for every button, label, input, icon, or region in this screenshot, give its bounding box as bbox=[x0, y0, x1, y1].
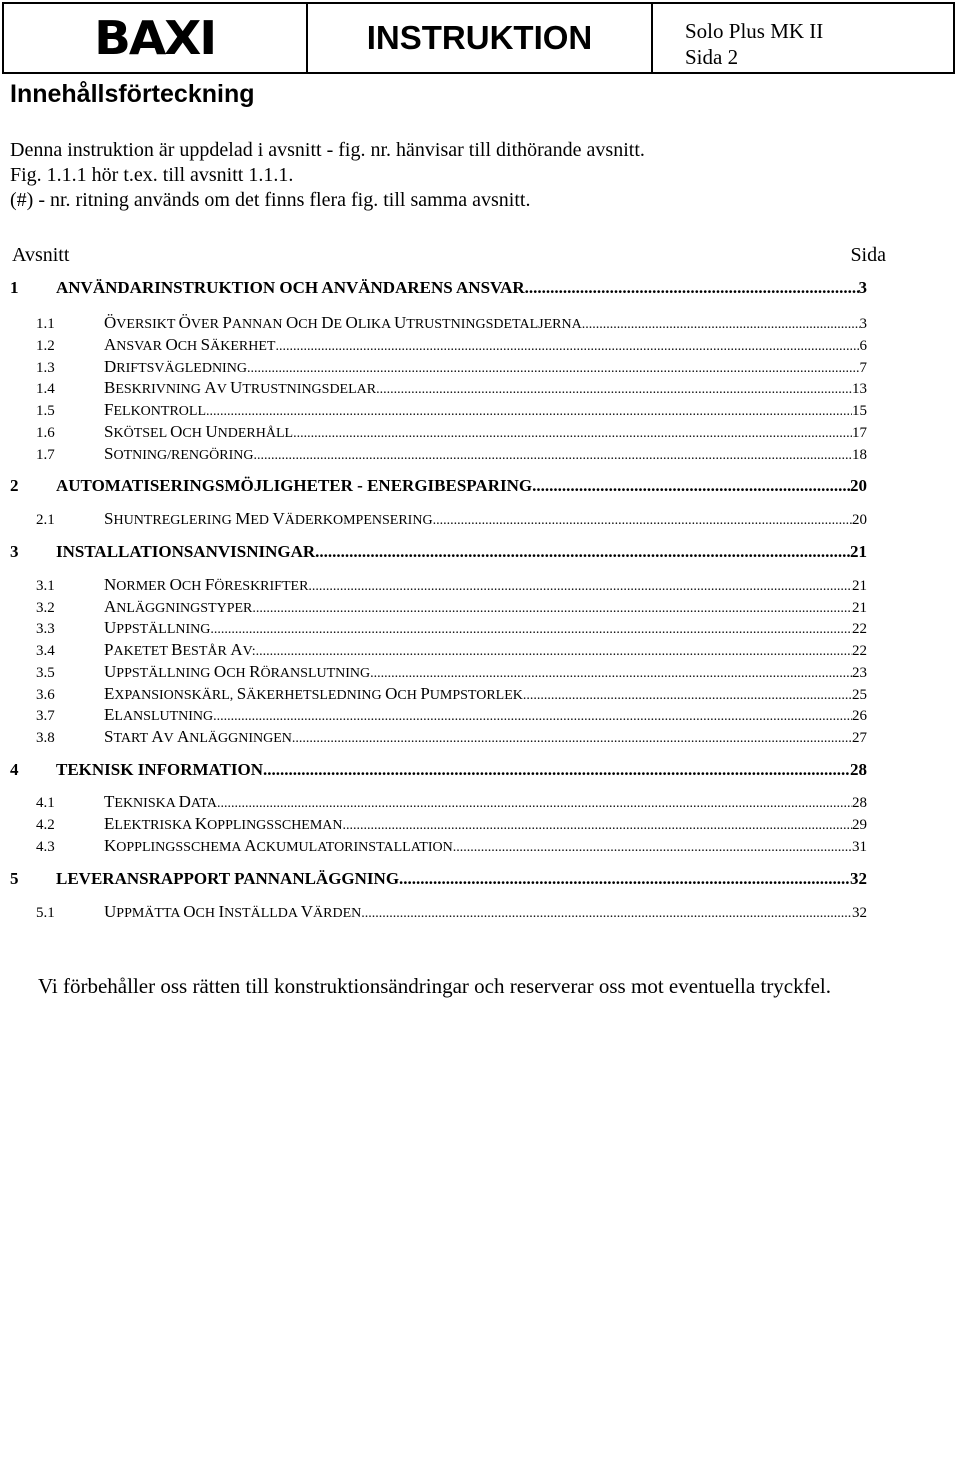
toc-heading: Innehållsförteckning bbox=[10, 80, 255, 108]
toc-entry[interactable] bbox=[10, 476, 867, 496]
toc-entry-number: 4.1 bbox=[36, 795, 55, 811]
toc-entry[interactable] bbox=[36, 313, 867, 333]
title-cell bbox=[308, 4, 653, 72]
toc-entry-title: SOTNING/RENGÖRING bbox=[104, 444, 254, 463]
toc-dot-leader bbox=[370, 666, 852, 682]
toc-entry-number: 1 bbox=[10, 278, 19, 297]
toc-dot-leader bbox=[526, 688, 852, 704]
toc-entry-number: 3.6 bbox=[36, 687, 55, 703]
toc-entry-number: 3.1 bbox=[36, 578, 55, 594]
toc-entry-page: 7 bbox=[859, 360, 867, 376]
toc-entry[interactable] bbox=[36, 705, 867, 725]
toc-entry[interactable] bbox=[10, 278, 867, 298]
toc-entry-page: 27 bbox=[852, 730, 867, 746]
toc-entry-page: 21 bbox=[852, 578, 867, 594]
toc-entry-page: 15 bbox=[852, 403, 867, 419]
toc-entry-number: 3.2 bbox=[36, 600, 55, 616]
toc-dot-leader bbox=[525, 278, 859, 298]
toc-entry[interactable] bbox=[10, 542, 867, 562]
toc-entry-number: 5 bbox=[10, 869, 19, 888]
logo-cell bbox=[4, 4, 308, 72]
toc-entry-page: 6 bbox=[859, 338, 867, 354]
toc-dot-leader bbox=[213, 709, 852, 725]
toc-dot-leader bbox=[433, 513, 852, 529]
toc-entry[interactable] bbox=[36, 400, 867, 420]
toc-entry-number: 3.5 bbox=[36, 665, 55, 681]
toc-entry-page: 22 bbox=[852, 643, 867, 659]
intro-text bbox=[10, 138, 645, 213]
toc-entry-number: 1.3 bbox=[36, 360, 55, 376]
toc-entry[interactable] bbox=[36, 575, 867, 595]
toc-entry-page: 3 bbox=[859, 316, 867, 332]
toc-entry-number: 2.1 bbox=[36, 512, 55, 528]
toc-dot-leader bbox=[456, 840, 852, 856]
toc-entry-number: 3.8 bbox=[36, 730, 55, 746]
toc-entry-title: UPPMÄTTA OCH INSTÄLLDA VÄRDEN bbox=[104, 902, 362, 921]
toc-dot-leader bbox=[206, 404, 852, 420]
toc-entry-title: ANSVAR OCH SÄKERHET bbox=[104, 335, 276, 354]
toc-entry-title: BESKRIVNING AV UTRUSTNINGSDELAR bbox=[104, 378, 377, 397]
toc-entry-title: START AV ANLÄGGNINGEN. bbox=[104, 727, 296, 746]
toc-dot-leader bbox=[263, 760, 850, 780]
meta-cell bbox=[653, 4, 953, 72]
toc-entry-number: 3.4 bbox=[36, 643, 55, 659]
intro-line: (#) - nr. ritning används om det finns flera fig. till samma avsnitt. bbox=[10, 189, 531, 211]
toc-entry-page: 20 bbox=[852, 512, 867, 528]
toc-entry-number: 3 bbox=[10, 542, 19, 561]
toc-dot-leader bbox=[247, 361, 860, 377]
toc-dot-leader bbox=[361, 906, 852, 922]
toc-entry-title: AUTOMATISERINGSMÖJLIGHETER - ENERGIBESPARING. bbox=[56, 476, 537, 495]
intro-line: Denna instruktion är uppdelad i avsnitt - fig. nr. hänvisar till dithörande avsnitt. bbox=[10, 139, 645, 161]
toc-entry-page: 29 bbox=[852, 817, 867, 833]
disclaimer-note: Vi förbehåller oss rätten till konstruktionsändringar och reserverar oss mot eventuella tryckfel. bbox=[38, 974, 831, 998]
toc-dot-leader bbox=[319, 542, 850, 562]
toc-entry-page: 17 bbox=[852, 425, 867, 441]
toc-entry[interactable] bbox=[36, 444, 867, 464]
toc-dot-leader bbox=[295, 731, 852, 747]
toc-entry-title: FELKONTROLL bbox=[104, 400, 207, 419]
toc-entry[interactable] bbox=[36, 618, 867, 638]
toc-entry[interactable] bbox=[36, 640, 867, 660]
toc-dot-leader bbox=[210, 622, 852, 638]
page-column-label: Sida bbox=[850, 244, 886, 266]
toc-entry-number: 5.1 bbox=[36, 905, 55, 921]
toc-entry-number: 4.2 bbox=[36, 817, 55, 833]
document-header bbox=[2, 2, 955, 74]
toc-entry[interactable] bbox=[10, 869, 867, 889]
toc-entry-page: 23 bbox=[852, 665, 867, 681]
toc-dot-leader bbox=[343, 818, 852, 834]
toc-dot-leader bbox=[308, 579, 852, 595]
toc-entry-page: 20 bbox=[850, 476, 867, 495]
toc-entry[interactable] bbox=[36, 814, 867, 834]
toc-entry-number: 1.1 bbox=[36, 316, 55, 332]
toc-dot-leader bbox=[582, 317, 860, 333]
baxi-logo: BAXI bbox=[94, 11, 216, 65]
toc-entry-number: 1.7 bbox=[36, 447, 55, 463]
toc-entry-title: SHUNTREGLERING MED VÄDERKOMPENSERING bbox=[104, 509, 433, 528]
toc-entry-page: 21 bbox=[852, 600, 867, 616]
toc-dot-leader bbox=[293, 426, 852, 442]
toc-entry-page: 18 bbox=[852, 447, 867, 463]
toc-dot-leader bbox=[217, 796, 852, 812]
toc-entry[interactable] bbox=[36, 422, 867, 442]
toc-entry-page: 13 bbox=[852, 381, 867, 397]
toc-dot-leader bbox=[275, 339, 859, 355]
toc-entry-number: 3.3 bbox=[36, 621, 55, 637]
toc-entry[interactable] bbox=[36, 836, 867, 856]
toc-entry[interactable] bbox=[36, 357, 867, 377]
toc-entry-title: EXPANSIONSKÄRL, SÄKERHETSLEDNING OCH PUMPSTORLEK. bbox=[104, 684, 527, 703]
toc-entry-number: 4 bbox=[10, 760, 19, 779]
toc-entry-title: NORMER OCH FÖRESKRIFTER bbox=[104, 575, 309, 594]
toc-entry[interactable] bbox=[36, 335, 867, 355]
toc-entry[interactable] bbox=[10, 760, 867, 780]
toc-entry[interactable] bbox=[36, 902, 867, 922]
toc-dot-leader bbox=[399, 869, 850, 889]
toc-entry-number: 1.2 bbox=[36, 338, 55, 354]
toc-entry-page: 22 bbox=[852, 621, 867, 637]
toc-entry[interactable] bbox=[36, 662, 867, 682]
toc-entry[interactable] bbox=[36, 684, 867, 704]
toc-entry-title: UPPSTÄLLNING bbox=[104, 618, 211, 637]
toc-entry-title: PAKETET BESTÅR AV: bbox=[104, 640, 256, 659]
toc-entry-title: TEKNISKA DATA bbox=[104, 792, 217, 811]
toc-entry-page: 31 bbox=[852, 839, 867, 855]
toc-entry[interactable] bbox=[36, 509, 867, 529]
product-name: Solo Plus MK II bbox=[685, 19, 824, 43]
toc-entry-page: 21 bbox=[850, 542, 867, 561]
toc-dot-leader bbox=[253, 448, 852, 464]
toc-dot-leader bbox=[256, 644, 852, 660]
toc-dot-leader bbox=[536, 476, 850, 496]
toc-entry-number: 3.7 bbox=[36, 708, 55, 724]
toc-entry-page: 25 bbox=[852, 687, 867, 703]
page-number: Sida 2 bbox=[685, 45, 739, 69]
toc-entry-page: 26 bbox=[852, 708, 867, 724]
toc-entry-number: 4.3 bbox=[36, 839, 55, 855]
toc-entry-title: ELANSLUTNING bbox=[104, 705, 214, 724]
toc-entry[interactable] bbox=[36, 727, 867, 747]
toc-entry-title: SKÖTSEL OCH UNDERHÅLL bbox=[104, 422, 294, 441]
toc-entry-title: ANLÄGGNINGSTYPER bbox=[104, 597, 253, 616]
toc-dot-leader bbox=[376, 382, 852, 398]
toc-entry-title: DRIFTSVÄGLEDNING bbox=[104, 357, 247, 376]
toc-entry[interactable] bbox=[36, 597, 867, 617]
section-column-label: Avsnitt bbox=[12, 244, 70, 266]
toc-entry-number: 1.4 bbox=[36, 381, 55, 397]
toc-entry-title: ANVÄNDARINSTRUKTION OCH ANVÄNDARENS ANSVAR bbox=[56, 278, 525, 297]
toc-entry-page: 32 bbox=[850, 869, 867, 888]
intro-line: Fig. 1.1.1 hör t.ex. till avsnitt 1.1.1. bbox=[10, 164, 294, 186]
toc-entry-page: 28 bbox=[852, 795, 867, 811]
toc-entry-title: KOPPLINGSSCHEMA ACKUMULATORINSTALLATION. bbox=[104, 836, 457, 855]
toc-dot-leader bbox=[252, 601, 852, 617]
toc-entry[interactable] bbox=[36, 792, 867, 812]
toc-entry-title: ÖVERSIKT ÖVER PANNAN OCH DE OLIKA UTRUSTNINGSDETALJERNA bbox=[104, 313, 582, 332]
toc-entry-title: TEKNISK INFORMATION bbox=[56, 760, 264, 779]
toc-entry-page: 28 bbox=[850, 760, 867, 779]
toc-entry[interactable] bbox=[36, 378, 867, 398]
toc-entry-page: 3 bbox=[858, 278, 867, 297]
toc-entry-number: 1.6 bbox=[36, 425, 55, 441]
toc-entry-title: UPPSTÄLLNING OCH RÖRANSLUTNING bbox=[104, 662, 371, 681]
document-title: INSTRUKTION bbox=[366, 19, 593, 56]
toc-entry-title: INSTALLATIONSANVISNINGAR. bbox=[56, 542, 320, 561]
toc-entry-page: 32 bbox=[852, 905, 867, 921]
toc-entry-title: LEVERANSRAPPORT PANNANLÄGGNING bbox=[56, 869, 400, 888]
toc-entry-number: 1.5 bbox=[36, 403, 55, 419]
toc-entry-title: ELEKTRISKA KOPPLINGSSCHEMAN bbox=[104, 814, 343, 833]
toc-entry-number: 2 bbox=[10, 476, 19, 495]
